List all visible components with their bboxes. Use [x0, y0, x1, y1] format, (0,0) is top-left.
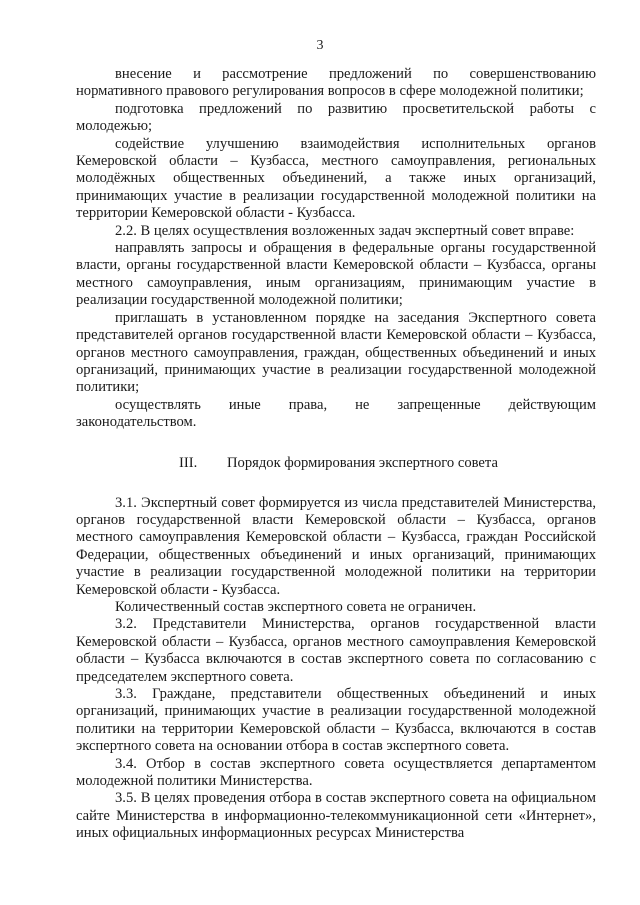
- document-body: [76, 66, 596, 843]
- paragraph: внесение и рассмотрение предложений по совершенствованию нормативного правового регулирования вопросов в сфере молодежной политики;: [76, 66, 596, 100]
- section-title: Порядок формирования экспертного совета: [227, 454, 498, 471]
- paragraph: 3.3. Граждане, представители общественных объединений и иных организаций, принимающих участие в реализации государственной молодежной политики на территории Кемеровской области – Кузбасса, включаются в состав экспертного совета на основании отбора в состав экспертного совета.: [76, 686, 596, 755]
- paragraph: 3.4. Отбор в состав экспертного совета осуществляется департаментом молодежной политики Министерства.: [76, 755, 596, 790]
- paragraph: осуществлять иные права, не запрещенные действующим законодательством.: [76, 396, 596, 431]
- page-number: 3: [316, 38, 324, 53]
- paragraph: 3.5. В целях проведения отбора в состав экспертного совета на официальном сайте Министерства в информационно-телекоммуникационной сети «Интернет», иных официальных информационных ресурсах Министерства: [76, 790, 596, 842]
- paragraph: направлять запросы и обращения в федеральные органы государственной власти, органы государственной власти Кемеровской области – Кузбасса, органы местного самоуправления, иным организациям, принимающим участие в реализации государственной молодежной политики;: [76, 240, 596, 309]
- paragraph: 3.1. Экспертный совет формируется из числа представителей Министерства, органов государственной власти Кемеровской области – Кузбасса, органов местного самоуправления Кемеровской области – Кузбасса, граждан Российской Федерации, общественных объединений и иных организаций, принимающих участие в реализации государственной молодежной политики на территории Кемеровской области - Кузбасса.: [76, 494, 596, 598]
- section-number: III.: [179, 454, 198, 471]
- section-heading: [76, 454, 596, 472]
- paragraph: приглашать в установленном порядке на заседания Экспертного совета представителей органов государственной власти Кемеровской области – Кузбасса, органов местного самоуправления, граждан, общественных объединений и иных организаций, принимающих участие в реализации государственной молодежной политики;: [76, 309, 596, 396]
- paragraph: подготовка предложений по развитию просветительской работы с молодежью;: [76, 100, 596, 135]
- paragraph: 3.2. Представители Министерства, органов государственной власти Кемеровской области – Кузбасса, органов местного самоуправления Кемеровской области – Кузбасса включаются в состав экспертного совета по согласованию с председателем экспертного совета.: [76, 616, 596, 685]
- paragraph: Количественный состав экспертного совета не ограничен.: [115, 598, 477, 615]
- paragraph: 2.2. В целях осуществления возложенных задач экспертный совет вправе:: [115, 222, 575, 239]
- paragraph: содействие улучшению взаимодействия исполнительных органов Кемеровской области – Кузбасса, местного самоуправления, региональных молодёжных общественных объединений, а также иных организаций, принимающих участие в реализации государственной молодежной политики на территории Кемеровской области - Кузбасса.: [76, 135, 596, 222]
